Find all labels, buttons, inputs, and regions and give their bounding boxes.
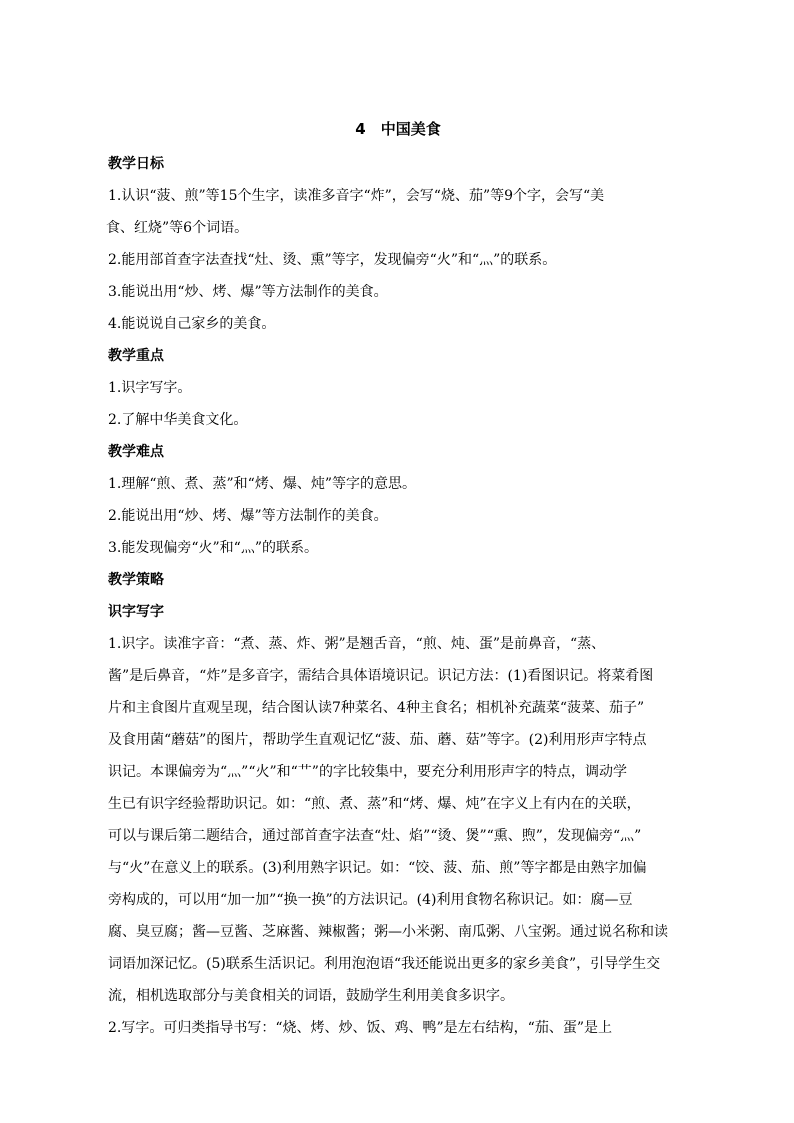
paragraph-line: 旁构成的，可以用“加一加”“换一换”的方法识记。(4)利用食物名称识记。如：腐—豆 [108,892,633,908]
document-title: 4 中国美食 [355,120,441,138]
paragraph-line: 可以与课后第二题结合，通过部首查字法查“灶、焰”“烫、煲”“熏、煦”，发现偏旁“灬” [108,828,642,844]
paragraph-line: 1.识字。读准字音：“煮、蒸、炸、粥”是翘舌音，“煎、炖、蛋”是前鼻音，“蒸、 [108,636,606,652]
focus-item: 2.了解中华美食文化。 [108,412,248,428]
paragraph-line: 流，相机选取部分与美食相关的词语，鼓励学生利用美食多识字。 [108,988,514,1004]
paragraph-line: 酱”是后鼻音，“炸”是多音字，需结合具体语境识记。识记方法：(1)看图识记。将菜肴图 [108,668,654,684]
goal-item [108,180,688,244]
paragraph-line: 识记。本课偏旁为“灬”“火”和“艹”的字比较集中，要充分利用形声字的特点，调动学 [108,764,627,780]
heading-strategy: 教学策略 [108,572,164,588]
goal-line: 1.认识“菠、煎”等15个生字，读准多音字“炸”，会写“烧、茄”等9个字，会写“美 [108,188,605,204]
heading-difficulty: 教学难点 [108,444,164,460]
paragraph-line: 2.写字。可归类指导书写：“烧、烤、炒、饭、鸡、鸭”是左右结构，“茄、蛋”是上 [108,1020,612,1036]
heading-focus: 教学重点 [108,348,164,364]
goal-item: 2.能用部首查字法查找“灶、烫、熏”等字，发现偏旁“火”和“灬”的联系。 [108,252,557,268]
goal-line: 食、红烧”等6个词语。 [106,220,249,236]
difficulty-list [108,468,688,564]
paragraph-line: 生已有识字经验帮助识记。如：“煎、煮、蒸”和“烤、爆、炖”在字义上有内在的关联， [108,796,641,812]
difficulty-item: 1.理解“煎、煮、蒸”和“烤、爆、炖”等字的意思。 [108,476,416,492]
goal-item: 4.能说说自己家乡的美食。 [108,316,276,332]
heading-goals: 教学日标 [108,156,164,172]
focus-item: 1.识字写字。 [108,380,192,396]
paragraph-line: 及食用菌“蘑菇”的图片，帮助学生直观记忆“菠、茄、蘑、菇”等字。(2)利用形声字特点 [108,732,647,748]
paragraph-line: 词语加深记忆。(5)联系生活识记。利用泡泡语“我还能说出更多的家乡美食”，引导学生交 [108,956,661,972]
difficulty-item: 2.能说出用“炒、烤、爆”等方法制作的美食。 [108,508,388,524]
subheading-literacy: 识字写字 [108,604,164,620]
strategy-paragraph-literacy [108,628,688,1012]
goals-list [108,180,688,340]
goal-item: 3.能说出用“炒、烤、爆”等方法制作的美食。 [108,284,388,300]
paragraph-line: 腐、臭豆腐；酱—豆酱、芝麻酱、辣椒酱；粥—小米粥、南瓜粥、八宝粥。通过说名称和读 [108,924,668,940]
focus-list [108,372,688,436]
paragraph-line: 与“火”在意义上的联系。(3)利用熟字识记。如：“饺、菠、茄、煎”等字都是由熟字加偏 [108,860,647,876]
paragraph-line: 片和主食图片直观呈现，结合图认读7种菜名、4种主食名；相机补充蔬菜“菠菜、茄子” [108,700,645,716]
difficulty-item: 3.能发现偏旁“火”和“灬”的联系。 [108,540,318,556]
strategy-paragraph-writing [108,1012,688,1044]
document-page [108,116,688,1044]
